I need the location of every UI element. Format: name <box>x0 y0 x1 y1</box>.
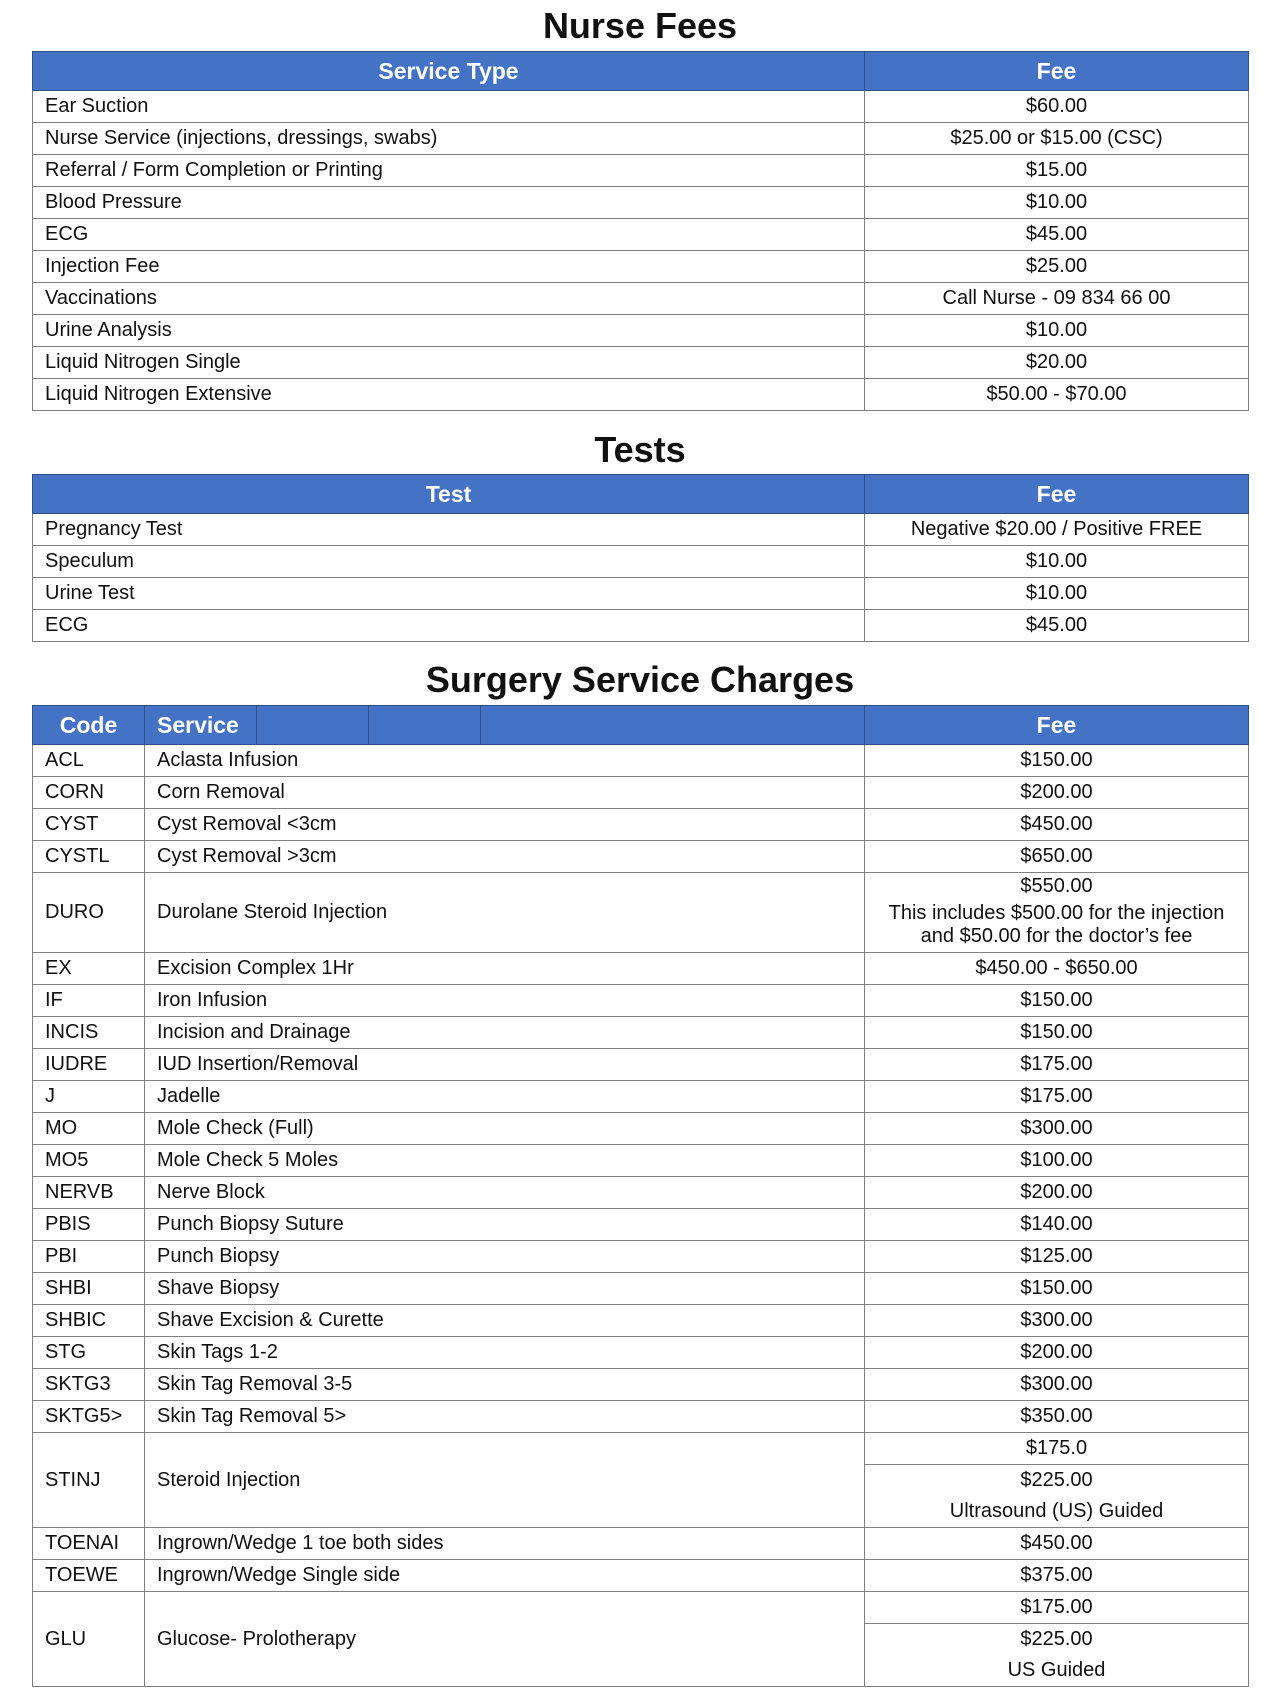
surgery-code: SKTG3 <box>33 1369 145 1401</box>
surgery-service: Cyst Removal >3cm <box>145 841 865 873</box>
tests-item-fee: $45.00 <box>865 610 1249 642</box>
tests-table <box>32 474 1249 642</box>
header-divider <box>480 706 481 744</box>
surgery-service: Iron Infusion <box>145 985 865 1017</box>
table-row <box>33 123 1249 155</box>
table-row <box>33 1145 1249 1177</box>
nurse-item-name: Ear Suction <box>33 91 865 123</box>
surgery-fee: $175.00 <box>865 1081 1249 1113</box>
surgery-fee: $200.00 <box>865 1177 1249 1209</box>
surgery-fee-line: and $50.00 for the doctor’s fee <box>920 925 1193 947</box>
tests-item-fee: $10.00 <box>865 578 1249 610</box>
nurse-item-fee: $25.00 <box>865 251 1249 283</box>
surgery-code: SHBI <box>33 1273 145 1305</box>
surgery-code: DURO <box>33 873 145 953</box>
surgery-service: Nerve Block <box>145 1177 865 1209</box>
table-row <box>33 155 1249 187</box>
nurse-header-service-type: Service Type <box>33 52 865 91</box>
nurse-item-fee: $10.00 <box>865 187 1249 219</box>
surgery-code: PBI <box>33 1241 145 1273</box>
surgery-fee-line: $175.0 <box>1025 1437 1088 1459</box>
nurse-item-fee: $25.00 or $15.00 (CSC) <box>865 123 1249 155</box>
surgery-fee-line: $225.00 <box>865 1623 1248 1655</box>
tests-item-fee: $10.00 <box>865 546 1249 578</box>
surgery-table <box>32 705 1249 1687</box>
table-row <box>33 1177 1249 1209</box>
table-row <box>33 1592 1249 1687</box>
nurse-item-fee: $45.00 <box>865 219 1249 251</box>
surgery-fee: $200.00 <box>865 1337 1249 1369</box>
surgery-fee: $200.00 <box>865 777 1249 809</box>
table-row <box>33 1241 1249 1273</box>
nurse-item-fee: $60.00 <box>865 91 1249 123</box>
surgery-service: Punch Biopsy <box>145 1241 865 1273</box>
table-row <box>33 514 1249 546</box>
surgery-code: CORN <box>33 777 145 809</box>
nurse-item-name: Liquid Nitrogen Single <box>33 347 865 379</box>
tests-item-fee: Negative $20.00 / Positive FREE <box>865 514 1249 546</box>
surgery-fee: $650.00 <box>865 841 1249 873</box>
nurse-item-name: ECG <box>33 219 865 251</box>
tests-item-name: Pregnancy Test <box>33 514 865 546</box>
surgery-service: Shave Excision & Curette <box>145 1305 865 1337</box>
surgery-fee: $450.00 <box>865 809 1249 841</box>
surgery-service: Cyst Removal <3cm <box>145 809 865 841</box>
nurse-item-name: Referral / Form Completion or Printing <box>33 155 865 187</box>
surgery-fee: $175.00 <box>865 1049 1249 1081</box>
surgery-header-fee: Fee <box>865 706 1249 745</box>
nurse-item-fee: $10.00 <box>865 315 1249 347</box>
surgery-fee: $300.00 <box>865 1305 1249 1337</box>
table-row <box>33 1369 1249 1401</box>
surgery-service: Incision and Drainage <box>145 1017 865 1049</box>
surgery-header-service <box>145 706 865 745</box>
table-row <box>33 841 1249 873</box>
table-row <box>33 809 1249 841</box>
surgery-fee: $450.00 <box>865 1528 1249 1560</box>
table-row <box>33 1081 1249 1113</box>
tests-item-name: Speculum <box>33 546 865 578</box>
nurse-fees-title: Nurse Fees <box>542 5 738 46</box>
surgery-fee: $150.00 <box>865 1017 1249 1049</box>
table-row <box>33 283 1249 315</box>
table-row <box>33 1049 1249 1081</box>
surgery-fee: $350.00 <box>865 1401 1249 1433</box>
surgery-service: Excision Complex 1Hr <box>145 953 865 985</box>
surgery-code: CYST <box>33 809 145 841</box>
surgery-fee <box>865 1433 1249 1528</box>
surgery-title: Surgery Service Charges <box>425 659 855 700</box>
table-row <box>33 1017 1249 1049</box>
surgery-code: MO <box>33 1113 145 1145</box>
surgery-code: MO5 <box>33 1145 145 1177</box>
table-row <box>33 578 1249 610</box>
table-row <box>33 745 1249 777</box>
surgery-fee: $140.00 <box>865 1209 1249 1241</box>
surgery-service: Steroid Injection <box>145 1433 865 1528</box>
nurse-item-name: Liquid Nitrogen Extensive <box>33 379 865 411</box>
table-row <box>33 1401 1249 1433</box>
surgery-service: Skin Tag Removal 3-5 <box>145 1369 865 1401</box>
surgery-code: SHBIC <box>33 1305 145 1337</box>
table-row <box>33 1209 1249 1241</box>
table-row <box>33 873 1249 953</box>
surgery-fee: $150.00 <box>865 745 1249 777</box>
surgery-code: EX <box>33 953 145 985</box>
surgery-service: Glucose- Prolotherapy <box>145 1592 865 1687</box>
surgery-service: Skin Tags 1-2 <box>145 1337 865 1369</box>
surgery-fee: $450.00 - $650.00 <box>865 953 1249 985</box>
surgery-service: Jadelle <box>145 1081 865 1113</box>
tests-item-name: Urine Test <box>33 578 865 610</box>
tests-header-test: Test <box>33 475 865 514</box>
surgery-fee: $300.00 <box>865 1369 1249 1401</box>
nurse-item-fee: $50.00 - $70.00 <box>865 379 1249 411</box>
surgery-fee-line: This includes $500.00 for the injection <box>888 902 1225 924</box>
surgery-service: Mole Check (Full) <box>145 1113 865 1145</box>
table-row <box>33 1560 1249 1592</box>
table-row <box>33 251 1249 283</box>
surgery-fee <box>865 873 1249 953</box>
surgery-fee: $375.00 <box>865 1560 1249 1592</box>
surgery-fee-line: $550.00 <box>1020 875 1093 897</box>
table-row <box>33 91 1249 123</box>
tests-item-name: ECG <box>33 610 865 642</box>
header-divider <box>368 706 369 744</box>
table-row <box>33 985 1249 1017</box>
surgery-fee: $150.00 <box>865 985 1249 1017</box>
table-row <box>33 315 1249 347</box>
surgery-fee: $100.00 <box>865 1145 1249 1177</box>
surgery-code: ACL <box>33 745 145 777</box>
nurse-item-fee: $20.00 <box>865 347 1249 379</box>
surgery-service: IUD Insertion/Removal <box>145 1049 865 1081</box>
surgery-fee-line: $175.00 <box>1020 1596 1093 1618</box>
surgery-header-service-label: Service <box>157 711 239 738</box>
surgery-code: TOEWE <box>33 1560 145 1592</box>
table-row <box>33 1337 1249 1369</box>
nurse-item-name: Nurse Service (injections, dressings, swabs) <box>33 123 865 155</box>
surgery-fee-line: $225.00 <box>865 1464 1248 1496</box>
nurse-item-name: Urine Analysis <box>33 315 865 347</box>
table-row <box>33 1113 1249 1145</box>
surgery-fee: $300.00 <box>865 1113 1249 1145</box>
nurse-item-fee: $15.00 <box>865 155 1249 187</box>
surgery-service: Ingrown/Wedge 1 toe both sides <box>145 1528 865 1560</box>
tests-title: Tests <box>594 429 686 470</box>
surgery-fee: $125.00 <box>865 1241 1249 1273</box>
table-row <box>33 1433 1249 1528</box>
surgery-fee <box>865 1592 1249 1687</box>
nurse-header-fee: Fee <box>865 52 1249 91</box>
surgery-fee: $150.00 <box>865 1273 1249 1305</box>
header-divider <box>256 706 257 744</box>
tests-header-fee: Fee <box>865 475 1249 514</box>
table-row <box>33 379 1249 411</box>
table-row <box>33 546 1249 578</box>
surgery-fee-line: Ultrasound (US) Guided <box>949 1500 1164 1522</box>
table-row <box>33 777 1249 809</box>
surgery-header-code: Code <box>33 706 145 745</box>
surgery-service: Mole Check 5 Moles <box>145 1145 865 1177</box>
table-row <box>33 347 1249 379</box>
nurse-item-name: Vaccinations <box>33 283 865 315</box>
table-row <box>33 610 1249 642</box>
surgery-fee-line: US Guided <box>1007 1659 1106 1681</box>
surgery-code: STG <box>33 1337 145 1369</box>
surgery-service: Durolane Steroid Injection <box>145 873 865 953</box>
nurse-fees-table <box>32 51 1249 411</box>
table-row <box>33 219 1249 251</box>
surgery-code: TOENAI <box>33 1528 145 1560</box>
nurse-item-name: Injection Fee <box>33 251 865 283</box>
surgery-code: J <box>33 1081 145 1113</box>
table-row <box>33 1273 1249 1305</box>
surgery-code: PBIS <box>33 1209 145 1241</box>
table-row <box>33 187 1249 219</box>
surgery-service: Ingrown/Wedge Single side <box>145 1560 865 1592</box>
surgery-code: INCIS <box>33 1017 145 1049</box>
surgery-code: GLU <box>33 1592 145 1687</box>
surgery-service: Aclasta Infusion <box>145 745 865 777</box>
surgery-code: CYSTL <box>33 841 145 873</box>
surgery-code: STINJ <box>33 1433 145 1528</box>
surgery-service: Shave Biopsy <box>145 1273 865 1305</box>
table-row <box>33 953 1249 985</box>
table-row <box>33 1305 1249 1337</box>
table-row <box>33 1528 1249 1560</box>
surgery-service: Punch Biopsy Suture <box>145 1209 865 1241</box>
surgery-code: SKTG5> <box>33 1401 145 1433</box>
nurse-item-fee: Call Nurse - 09 834 66 00 <box>865 283 1249 315</box>
surgery-code: IF <box>33 985 145 1017</box>
surgery-service: Skin Tag Removal 5> <box>145 1401 865 1433</box>
surgery-code: NERVB <box>33 1177 145 1209</box>
surgery-service: Corn Removal <box>145 777 865 809</box>
nurse-item-name: Blood Pressure <box>33 187 865 219</box>
surgery-code: IUDRE <box>33 1049 145 1081</box>
